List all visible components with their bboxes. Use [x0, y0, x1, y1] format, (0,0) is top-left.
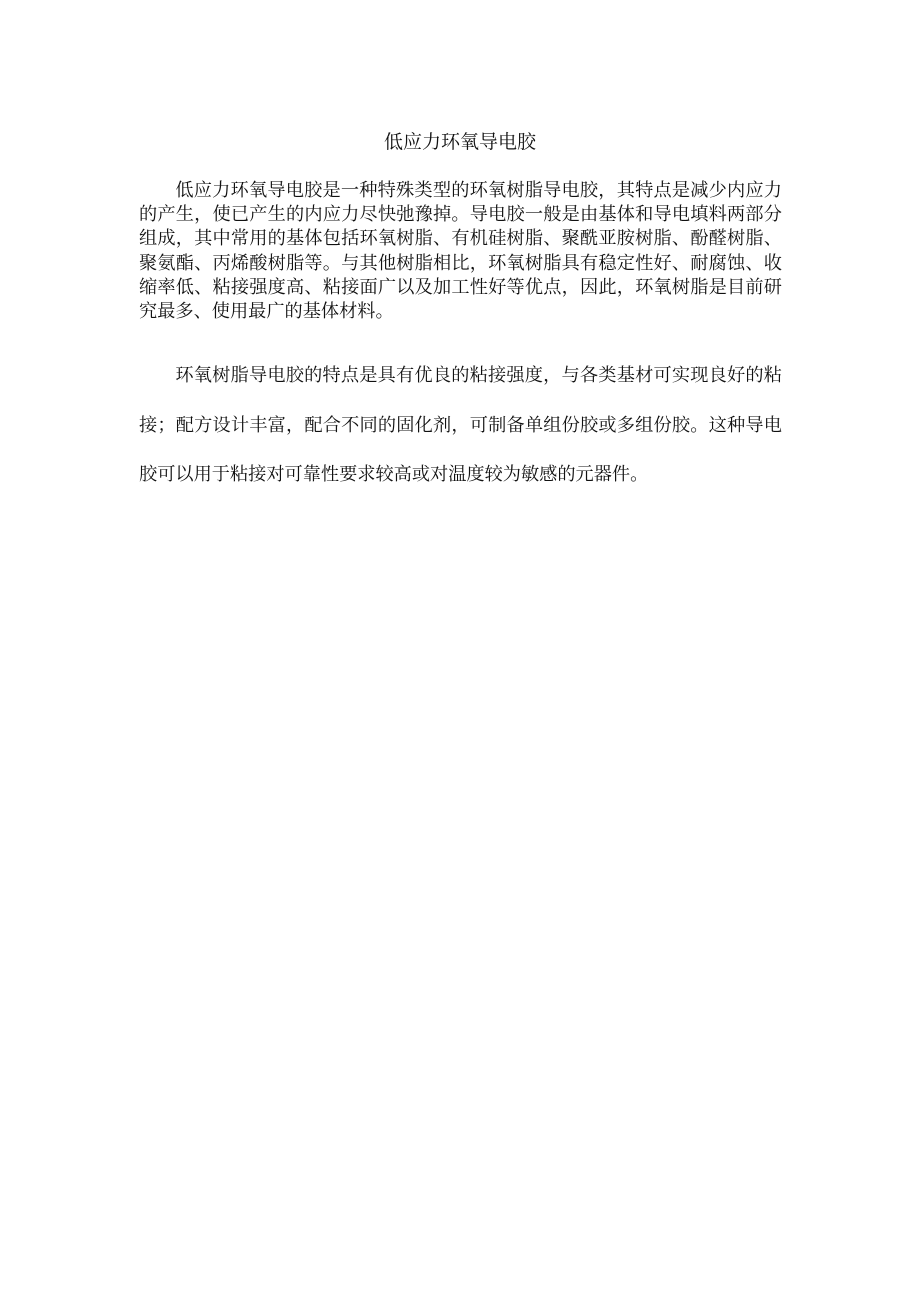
paragraph-features: 环氧树脂导电胶的特点是具有优良的粘接强度，与各类基材可实现良好的粘接；配方设计丰富，配合不同的固化剂，可制备单组份胶或多组份胶。这种导电胶可以用于粘接对可靠性要求较高或对温度较为敏感的元器件。	[139, 365, 782, 486]
paragraph-intro: 低应力环氧导电胶是一种特殊类型的环氧树脂导电胶，其特点是减少内应力的产生，使已产生的内应力尽快弛豫掉。导电胶一般是由基体和导电填料两部分组成，其中常用的基体包括环氧树脂、有机硅树脂、聚酰亚胺树脂、酚醛树脂、聚氨酯、丙烯酸树脂等。与其他树脂相比，环氧树脂具有稳定性好、耐腐蚀、收缩率低、粘接强度高、粘接面广以及加工性好等优点，因此，环氧树脂是目前研究最多、使用最广的基体材料。	[139, 180, 782, 323]
document-title: 低应力环氧导电胶	[383, 131, 536, 153]
